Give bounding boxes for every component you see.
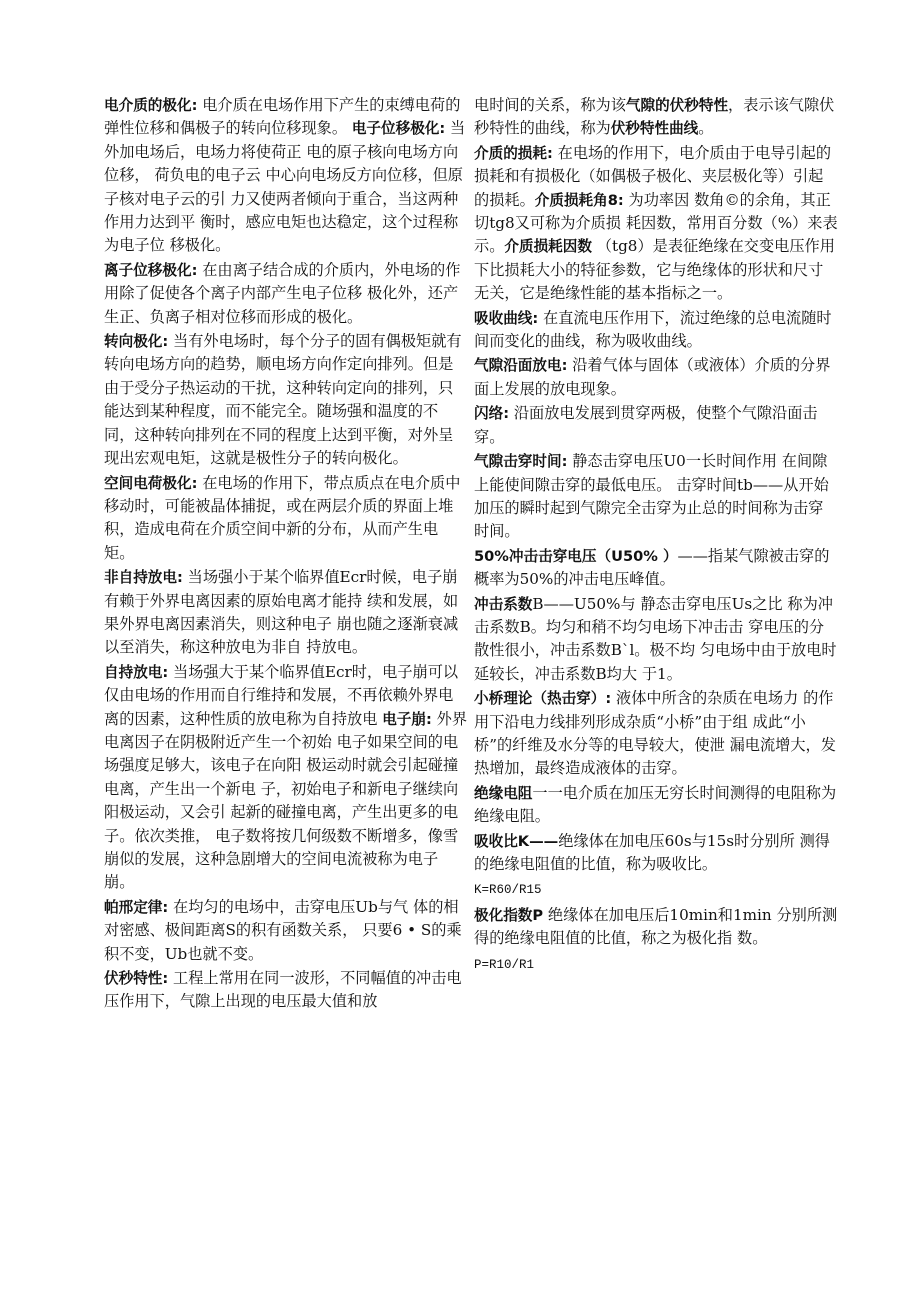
definition-paragraph — [474, 142, 838, 306]
term-heading: 50%冲击击穿电压（U50% ） — [474, 547, 678, 565]
term-heading: 帕邢定律: — [104, 898, 169, 916]
term-heading: 绝缘电阻 — [474, 784, 533, 802]
definition-paragraph — [474, 450, 838, 544]
definition-text: 沿着气体与固体（或液体）介质的分界面上发展的放电现象。 — [474, 356, 831, 398]
definition-text: 液体中所含的杂质在电场力 的作用下沿电力线排列形成杂质“小桥”由于组 成此“小桥”的纤维及水分等的电导较大，使泄 漏电流增大，发热增加，最终造成液体的击穿。 — [474, 689, 836, 778]
term-heading: 吸收比K—— — [474, 832, 559, 850]
left-text-column — [104, 94, 468, 1014]
definition-text: 。 — [698, 119, 714, 138]
definition-text: 当场强小于某个临界值Ecr时候，电子崩有赖于外界电离因素的原始电离才能持 续和发展，如果外界电离因素消失，则这种电子 崩也随之逐渐衰减以至消失，称这种放电为非自 持放电。 — [104, 568, 459, 657]
definition-text: ——指某气隙被击穿的概率为50%的冲击电压峰值。 — [474, 546, 830, 589]
definition-paragraph — [104, 330, 468, 470]
term-heading: 电介质的极化: — [104, 97, 198, 114]
definition-paragraph — [104, 566, 468, 660]
formula-text: P=R10/R1 — [474, 957, 535, 972]
definition-paragraph — [474, 402, 838, 449]
definition-text: B——U50%与 静态击穿电压Us之比 称为冲击系数B。均匀和稍不均匀电场下冲击击 穿电压的分散性很小，冲击系数B`l。极不均 匀电场中由于放电时延较长，冲击系数B均大 于1。 — [474, 594, 837, 683]
definition-paragraph — [104, 259, 468, 329]
term-heading: 电子崩: — [382, 710, 432, 728]
definition-text: ，表示该气隙伏秒特性的曲线，称为 — [474, 96, 835, 138]
definition-text: 在直流电压作用下，流过绝缘的总电流随时间而变化的曲线，称为吸收曲线。 — [474, 308, 832, 351]
definition-text: 一一电介质在加压无穷长时间测得的电阻称为绝缘电阻。 — [474, 783, 837, 826]
term-heading: 吸收曲线: — [474, 309, 539, 327]
term-heading: 伏秒特性: — [104, 970, 169, 988]
definition-text: （tg8）是表征绝缘在交变电压作用下比损耗大小的特征参数，它与绝缘体的形状和尺寸无关，它是绝缘性能的基本指标之一。 — [474, 237, 835, 303]
term-heading: 伏秒特性曲线 — [610, 120, 699, 138]
definition-paragraph — [104, 472, 468, 566]
definition-text: 在电场的作用下，电介质由于电导引起的损耗和有损极化（如偶极子极化、夹层极化等）引起的损耗。 — [474, 143, 832, 209]
term-heading: 离子位移极化: — [104, 261, 198, 279]
definition-text: 绝缘体在加电压后10min和1min 分别所测得的绝缘电阻值的比值，称之为极化指 数。 — [474, 905, 838, 948]
right-text-column — [474, 94, 838, 977]
definition-paragraph — [474, 877, 838, 902]
term-heading: 电子位移极化: — [351, 120, 446, 138]
term-heading: 气隙的伏秒特性 — [625, 97, 729, 114]
definition-text: 在电场的作用下，带点质点在电介质中移动时，可能被晶体捕捉，或在两层介质的界面上堆积，造成电荷在介质空间中新的分布，从而产生电矩。 — [104, 473, 461, 562]
definition-text: 在由离子结合成的介质内，外电场的作用除了促使各个离子内部产生电子位移 极化外，还产生正、负离子相对位移而形成的极化。 — [104, 260, 461, 326]
definition-paragraph — [474, 904, 838, 951]
term-heading: 介质损耗角8: — [534, 191, 624, 209]
definition-paragraph — [474, 593, 838, 687]
term-heading: 自持放电: — [104, 663, 169, 681]
definition-text: 当场强大于某个临界值Ecr时，电子崩可以仅由电场的作用而自行维持和发展，不再依赖外界电离的因素，这种性质的放电称为自持放电 — [104, 662, 459, 728]
term-heading: 冲击系数 — [474, 595, 533, 613]
definition-paragraph — [474, 545, 838, 592]
definition-text: 电介质在电场作用下产生的束缚电荷的弹性位移和偶极子的转向位移现象。 — [104, 96, 461, 138]
term-heading: 气隙沿面放电: — [474, 357, 568, 375]
definition-text: 绝缘体在加电压60s与15s时分别所 测得的绝缘电阻值的比值，称为吸收比。 — [474, 831, 830, 873]
definition-paragraph — [474, 830, 838, 877]
formula-text: K=R60/R15 — [474, 883, 542, 898]
definition-text: 沿面放电发展到贯穿两极，使整个气隙沿面击穿。 — [474, 404, 818, 446]
definition-paragraph — [474, 952, 838, 977]
definition-text: 工程上常用在同一波形，不同幅值的冲击电压作用下，气隙上出现的电压最大值和放 — [104, 969, 462, 1011]
definition-paragraph — [104, 94, 468, 258]
definition-text: 当有外电场时，每个分子的固有偶极矩就有转向电场方向的趋势，顺电场方向作定向排列。但是由于受分子热运动的干扰，这种转向定向的排列，只能达到某种程度，而不能完全。随场强和温度的不同，这种转向排列在不同的程度上达到平衡，对外呈现出宏观电矩，这就是极性分子的转向极化。 — [104, 332, 462, 468]
term-heading: 空间电荷极化: — [104, 474, 198, 492]
term-heading: 介质的损耗: — [474, 144, 553, 162]
definition-paragraph — [104, 896, 468, 966]
definition-text: 外界电离因子在阴极附近产生一个初始 电子如果空间的电场强度足够大，该电子在向阳 极运动时就会引起碰撞电离，产生出一个新电 子，初始电子和新电子继续向阳极运动，又会引 起新的碰撞电离，产生出更多的电子。依次类推， 电子数将按几何级数不断增多，像雪崩似的发展，这种急剧增大的空间电流被称为电子崩。 — [104, 709, 468, 892]
definition-paragraph — [104, 967, 468, 1014]
term-heading: 小桥理论（热击穿）: — [474, 690, 612, 708]
definition-text: 电时间的关系，称为该 — [474, 96, 626, 114]
definition-paragraph — [474, 687, 838, 781]
term-heading: 转向极化: — [104, 333, 169, 351]
term-heading: 气隙击穿时间: — [474, 453, 568, 471]
definition-text: 在均匀的电场中，击穿电压Ub与气 体的相对密感、极间距离S的积有函数关系， 只要6 • S的乘积不变，Ub也就不变。 — [104, 897, 462, 963]
term-heading: 闪络: — [474, 405, 510, 423]
definition-paragraph — [474, 307, 838, 354]
term-heading: 非自持放电: — [104, 569, 183, 587]
definition-paragraph — [104, 661, 468, 895]
definition-paragraph — [474, 354, 838, 401]
definition-paragraph — [474, 782, 838, 829]
term-heading: 介质损耗因数 — [504, 238, 592, 256]
definition-text: 当外加电场后，电场力将使荷正 电的原子核向电场方向位移， 荷负电的电子云 中心向电场反方向位移，但原子核对电子云的引 力又使两者倾向于重合，当这两种作用力达到平 衡时，感应电矩也达稳定，这个过程称为电子位 移极化。 — [104, 119, 466, 255]
definition-paragraph — [474, 94, 838, 141]
definition-text: 静态击穿电压U0一长时间作用 在间隙上能使间隙击穿的最低电压。 击穿时间tb——从开始加压的瞬时起到气隙完全击穿为止总的时间称为击穿时间。 — [474, 452, 829, 541]
definition-text: 为功率因 数角©的余角，其正切tg8又可称为介质损 耗因数，常用百分数（%）来表示。 — [474, 190, 838, 256]
term-heading: 极化指数P — [474, 906, 544, 924]
